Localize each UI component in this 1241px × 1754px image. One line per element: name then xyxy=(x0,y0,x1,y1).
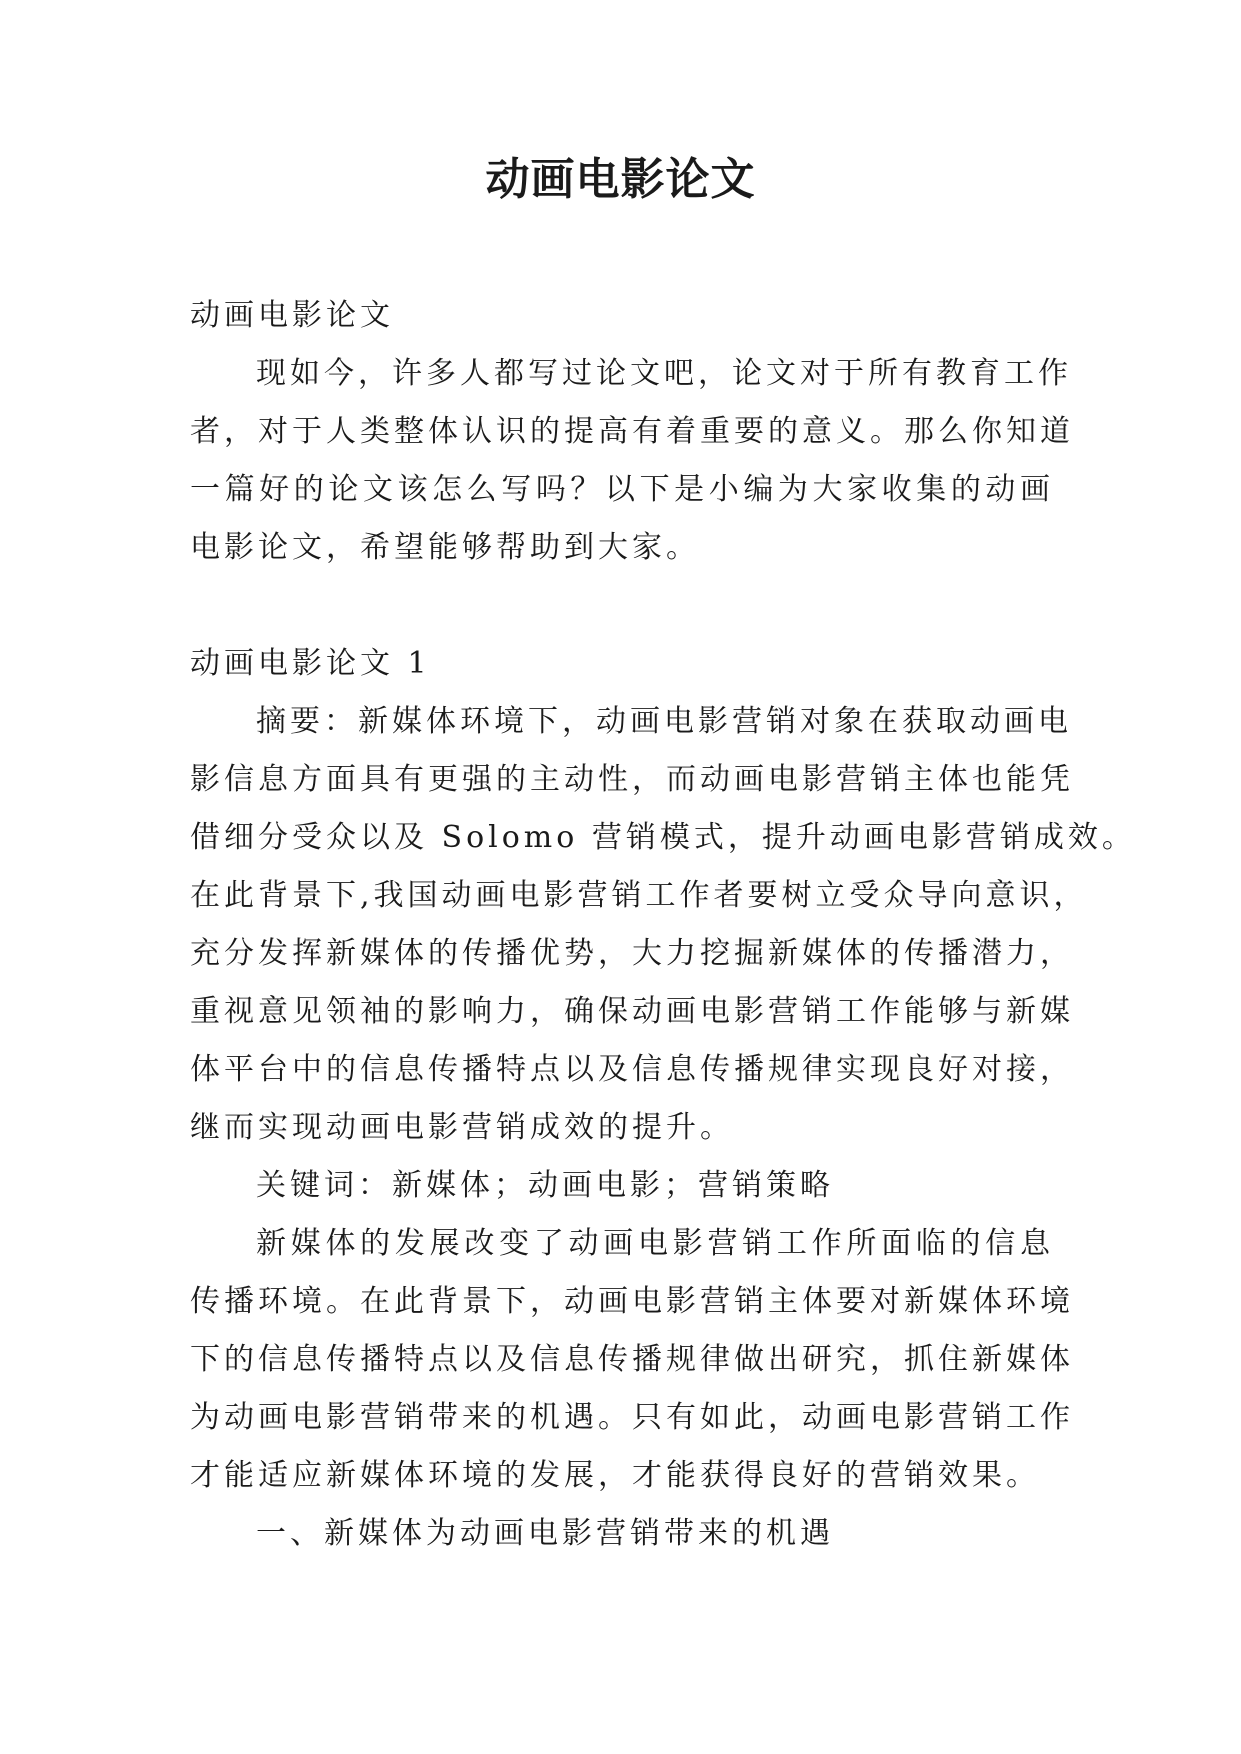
abstract-line: 继而实现动画电影营销成效的提升。 xyxy=(190,1110,734,1145)
document-subtitle: 动画电影论文 xyxy=(190,298,394,333)
abstract-line: 体平台中的信息传播特点以及信息传播规律实现良好对接， xyxy=(190,1052,1074,1087)
section-heading: 动画电影论文 1 xyxy=(190,646,431,681)
abstract-line: 在此背景下,我国动画电影营销工作者要树立受众导向意识， xyxy=(190,878,1088,913)
abstract-line: 借细分受众以及 Solomo 营销模式，提升动画电影营销成效。 xyxy=(190,820,1136,855)
abstract-line: 充分发挥新媒体的传播优势，大力挖掘新媒体的传播潜力， xyxy=(190,936,1074,971)
abstract-line: 重视意见领袖的影响力，确保动画电影营销工作能够与新媒 xyxy=(190,994,1074,1029)
document-title: 动画电影论文 xyxy=(485,154,756,205)
paragraph-line: 才能适应新媒体环境的发展，才能获得良好的营销效果。 xyxy=(190,1458,1040,1493)
paragraph-gap xyxy=(190,577,1054,635)
paragraph-line: 传播环境。在此背景下，动画电影营销主体要对新媒体环境 xyxy=(190,1284,1074,1319)
abstract-line: 摘要：新媒体环境下，动画电影营销对象在获取动画电 xyxy=(256,704,1072,739)
intro-line: 现如今，许多人都写过论文吧，论文对于所有教育工作 xyxy=(256,356,1072,391)
intro-line: 电影论文，希望能够帮助到大家。 xyxy=(190,530,700,565)
abstract-line: 影信息方面具有更强的主动性，而动画电影营销主体也能凭 xyxy=(190,762,1074,797)
keywords-line: 关键词：新媒体；动画电影；营销策略 xyxy=(256,1168,834,1203)
subheading: 一、新媒体为动画电影营销带来的机遇 xyxy=(256,1516,834,1551)
paragraph-line: 新媒体的发展改变了动画电影营销工作所面临的信息 xyxy=(256,1226,1054,1261)
paragraph-line: 下的信息传播特点以及信息传播规律做出研究，抓住新媒体 xyxy=(190,1342,1074,1377)
intro-line: 者，对于人类整体认识的提高有着重要的意义。那么你知道 xyxy=(190,414,1074,449)
document-body xyxy=(190,287,1136,1563)
paragraph-line: 为动画电影营销带来的机遇。只有如此，动画电影营销工作 xyxy=(190,1400,1074,1435)
intro-line: 一篇好的论文该怎么写吗？以下是小编为大家收集的动画 xyxy=(190,472,1054,507)
